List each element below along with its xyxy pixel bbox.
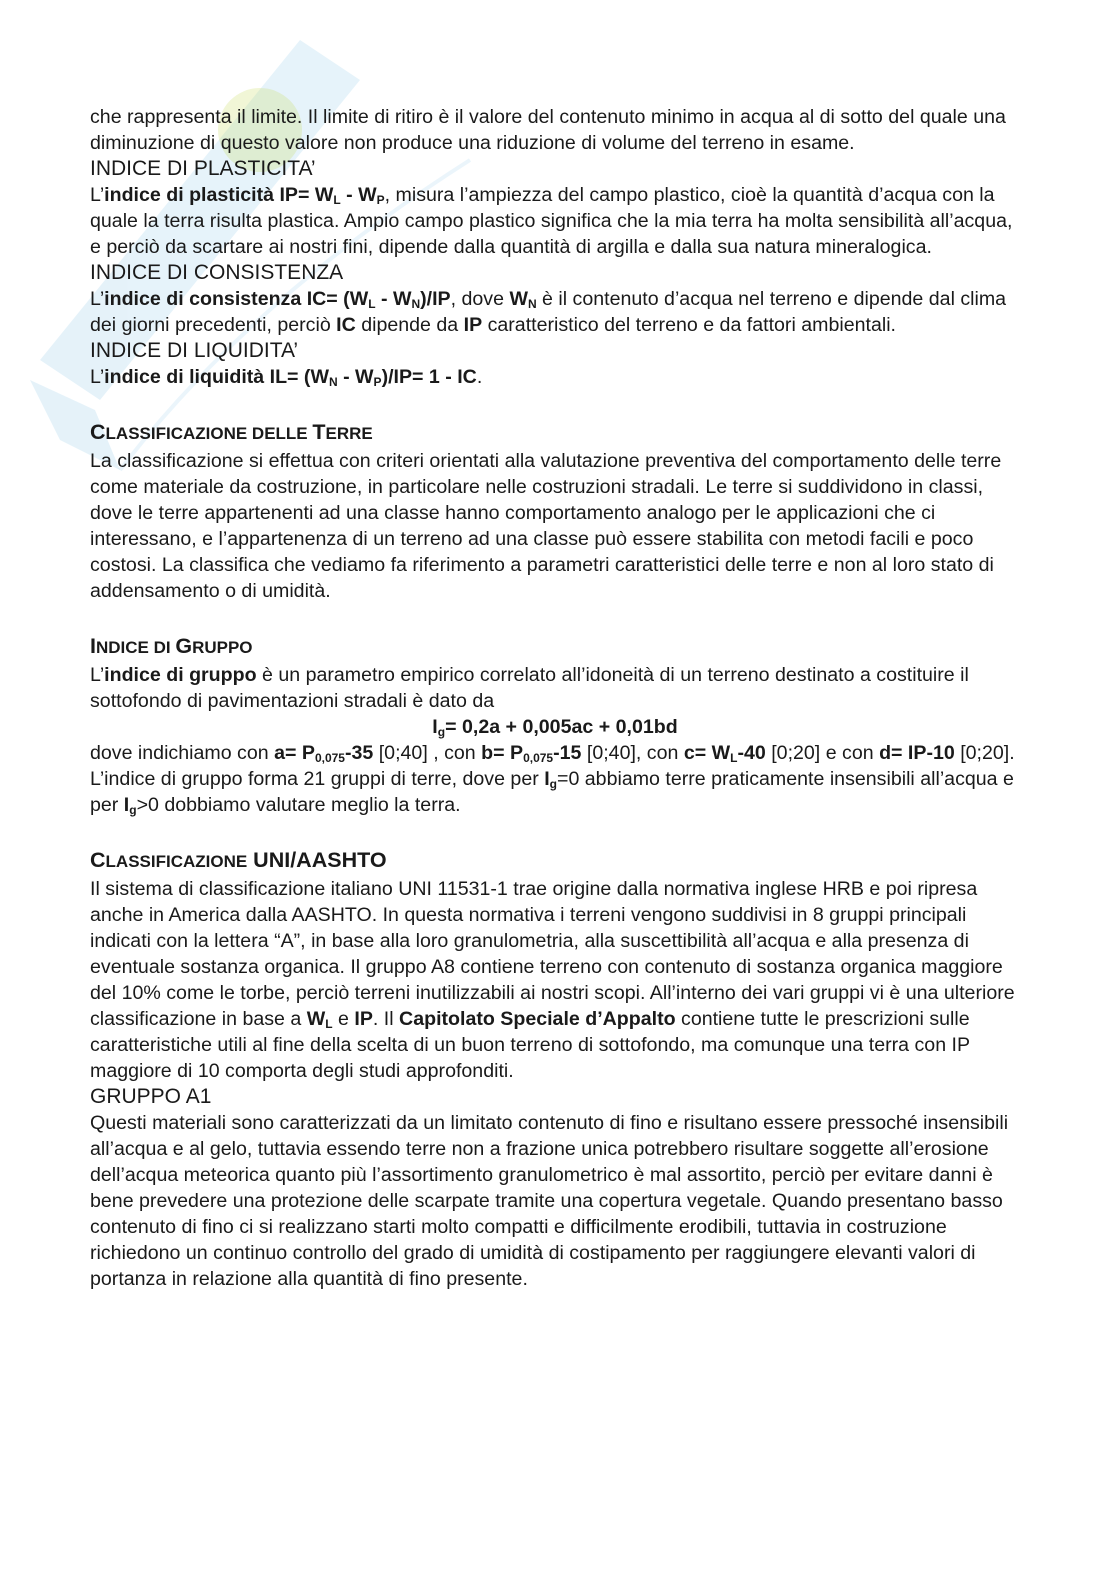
paragraph-indice-gruppo: L’indice di gruppo è un parametro empirico correlato all’idoneità di un terreno destinato a costituire il sottofondo di pavimentazioni stradali è dato da: [90, 664, 969, 712]
heading-classificazione-uni-aashto: CLASSIFICAZIONE UNI/AASHTO: [90, 848, 387, 872]
paragraph-consistenza: L’indice di consistenza $IC= (W_L - W_N)/IP$, dove $W_N$ è il contenuto d’acqua nel terreno e dipende dal clima dei giorni precedenti, perciò IC dipende da IP caratteristico del terreno e da fattori ambientali.: [90, 288, 1007, 336]
paragraph-liquidita: L’indice di liquidità $IL= (W_N - W_P)/IP= 1$ - IC.: [90, 366, 483, 389]
document-page: [90, 104, 1020, 1292]
paragraph-definizioni-parametri: dove indichiamo con $a= P_{0,075}-35$ [0;40] , con $b= P_{0,075}-15$ [0;40], con $c= W_L-40$ [0;20] e con d= IP-10 [0;20]. L’indice di gruppo forma 21 gruppi di terre, dove per $I_g=0$ abbiamo terre praticamente insensibili all’acqua e per $I_g>0$ dobbiamo valutare meglio la terra.: [90, 742, 1015, 817]
heading-indice-gruppo: INDICE DI GRUPPO: [90, 634, 253, 658]
paragraph-gruppo-a1: Questi materiali sono caratterizzati da un limitato contenuto di fino e risultano essere pressoché insensibili all’acqua e al gelo, tuttavia essendo terre non a frazione unica potrebbero risultare soggette all’erosione dell’acqua meteorica quanto più l’assortimento granulometrico è mal assortito, perciò per evitare danni è bene prevedere una protezione delle scarpate tramite una copertura vegetale. Quando presentano basso contenuto di fino ci si realizzano starti molto compatti e difficilmente erodibili, tuttavia in costruzione richiedono un continuo controllo del grado di umidità di costipamento per raggiungere elevanti valori di portanza in relazione alla quantità di fino presente.: [90, 1112, 1009, 1290]
paragraph-uni-aashto: Il sistema di classificazione italiano UNI 11531-1 trae origine dalla normativa inglese HRB e poi ripresa anche in America dalla AASHTO. In questa normativa i terreni vengono suddivisi in 8 gruppi principali indicati con la lettera “A”, in base alla loro granulometria, alla suscettibilità all’acqua e alla presenza di eventuale sostanza organica. Il gruppo A8 contiene terreno con contenuto di sostanza organica maggiore del 10% come le torbe, perciò terreni inutilizzabili ai nostri scopi. All’interno dei vari gruppi vi è una ulteriore classificazione in base a $W_L$ e IP. Il Capitolato Speciale d’Appalto contiene tutte le prescrizioni sulle caratteristiche utili al fine della scelta di un buon terreno di sottofondo, ma comunque una terra con IP maggiore di 10 comporta degli studi approfonditi.: [90, 878, 1015, 1082]
heading-classificazione-terre: CLASSIFICAZIONE DELLE TERRE: [90, 420, 373, 444]
heading-indice-consistenza: INDICE DI CONSISTENZA: [90, 261, 344, 284]
paragraph-limite-ritiro: che rappresenta il limite. Il limite di ritiro è il valore del contenuto minimo in acqua al di sotto del quale una diminuzione di questo valore non produce una riduzione di volume del terreno in esame.: [90, 106, 1006, 154]
paragraph-plasticita: L’indice di plasticità $IP= W_L - W_P$, misura l’ampiezza del campo plastico, cioè la quantità d’acqua con la quale la terra risulta plastica. Ampio campo plastico significa che la mia terra ha molta sensibilità all’acqua, e perciò da scartare ai nostri fini, dipende dalla quantità di argilla e dalla sua natura mineralogica.: [90, 184, 1013, 258]
heading-indice-liquidita: INDICE DI LIQUIDITA’: [90, 339, 299, 362]
paragraph-classificazione: La classificazione si effettua con criteri orientati alla valutazione preventiva del comportamento delle terre come materiale da costruzione, in particolare nelle costruzioni stradali. Le terre si suddividono in classi, dove le terre appartenenti ad una classe hanno comportamento analogo per le applicazioni che ci interessano, e l’appartenenza di un terreno ad una classe può essere stabilita con metodi facili e poco costosi. La classifica che vediamo fa riferimento a parametri caratteristici delle terre e non al loro stato di addensamento o di umidità.: [90, 450, 1002, 602]
heading-indice-plasticita: INDICE DI PLASTICITA’: [90, 157, 316, 180]
heading-gruppo-a1: GRUPPO A1: [90, 1085, 212, 1108]
formula-indice-gruppo: $I_g= 0,2a + 0,005ac + 0,01bd$: [432, 716, 678, 739]
